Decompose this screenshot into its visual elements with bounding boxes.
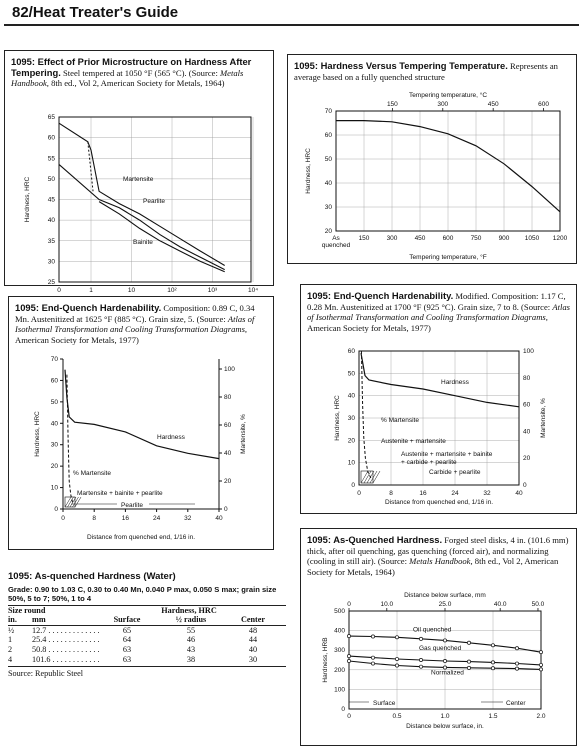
x-tick-label: 40 [515, 490, 523, 497]
data-point [371, 662, 374, 665]
x-tick-label: 1200 [552, 235, 568, 242]
y-tick-label: 500 [334, 608, 345, 615]
y-tick-label: 40 [347, 392, 355, 400]
y-tick-label: 20 [347, 437, 355, 445]
chart-as-quenched [301, 529, 578, 747]
top-tick-label: 600 [538, 101, 550, 108]
series-label: Normalized [431, 669, 464, 677]
top-axis-label: Tempering temperature, °C [408, 92, 488, 99]
y-tick-label: 300 [334, 647, 345, 655]
data-point [443, 659, 446, 662]
x-tick-label: 10² [167, 287, 177, 294]
top-tick-label: 40.0 [493, 601, 507, 608]
x-tick-label: 0 [61, 515, 65, 522]
series-label: Oil quenched [413, 626, 452, 634]
chart-end-quench-1 [9, 297, 275, 551]
y2-tick-label: 100 [523, 348, 534, 355]
y-tick-label: 0 [351, 482, 355, 489]
annotation: Martensite + bainite + pearlite [77, 490, 163, 497]
series-label: Hardness [157, 434, 185, 441]
series-line-martensite [67, 375, 73, 504]
table-row: 1 25.4 . . . . . . . . . . . . . 64 46 44 [8, 635, 258, 645]
series-line-hardness [65, 370, 219, 459]
x-tick-label: 1.5 [488, 713, 498, 720]
top-tick-label: 25.0 [438, 601, 452, 608]
y-tick-label: 25 [47, 279, 55, 286]
y-tick-label: 45 [47, 196, 55, 204]
page-title: 82/Heat Treater's Guide [12, 4, 179, 21]
y2-tick-label: 0 [523, 482, 527, 489]
table-title: 1095: As-quenched Hardness (Water) [8, 571, 176, 582]
top-tick-label: 150 [386, 101, 398, 108]
x-tick-label: 8 [92, 515, 97, 522]
x-tick-label: 750 [470, 235, 482, 242]
y-tick-label: 20 [50, 463, 58, 471]
annotation-2: + carbide + pearlite [401, 459, 457, 466]
y-tick-label: 50 [47, 175, 55, 183]
panel-end-quench-2 [300, 284, 577, 514]
y2-tick-label: 60 [224, 422, 232, 429]
chart-prior-microstructure [5, 51, 275, 294]
series-label: Gas quenched [419, 645, 462, 653]
data-point [419, 665, 422, 668]
x-tick-label: 10 [127, 287, 136, 294]
y-tick-label: 200 [334, 666, 345, 674]
x-axis-label: Distance from quenched end, 1/16 in. [384, 499, 494, 506]
caption-p1: 1095: Effect of Prior Microstructure on Hardness After Tempering. Steel tempered at 1050 °F (565 °C). (Source: Metals Handbook, 8th ed., Vol 2, American Society for Metals, 1964) [11, 56, 252, 88]
x-tick-label: 24 [152, 515, 161, 522]
y-tick-label: 60 [347, 348, 355, 355]
y2-tick-label: 60 [523, 401, 531, 409]
hatch-line [75, 497, 81, 507]
data-point [395, 657, 398, 660]
x-tick-label: 16 [419, 490, 427, 497]
y-tick-label: 60 [47, 134, 55, 142]
y2-tick-label: 80 [224, 394, 232, 401]
panel-tempering-temperature [287, 54, 577, 264]
y-tick-label: 400 [334, 627, 345, 635]
data-point [395, 636, 398, 639]
y-tick-label: 20 [324, 228, 332, 235]
data-point [419, 658, 422, 661]
data-point [539, 663, 542, 666]
x-tick-label: 40 [215, 515, 223, 522]
x-tick-label: 10⁴ [247, 287, 259, 294]
data-point [443, 639, 446, 642]
table-source: Source: Republic Steel [8, 666, 286, 679]
data-point [515, 647, 518, 650]
hatch-line [370, 471, 377, 483]
y-tick-label: 70 [324, 108, 332, 115]
chart-end-quench-2 [301, 285, 578, 515]
data-point [347, 654, 350, 657]
y-tick-label: 70 [50, 356, 58, 363]
x-axis-label: Distance below surface, in. [406, 723, 484, 730]
y-axis-label: Hardness, HRC [334, 395, 341, 441]
annotation: Center [506, 700, 526, 707]
series-label: % Martensite [73, 470, 111, 477]
y-tick-label: 40 [324, 180, 332, 187]
top-tick-label: 10.0 [380, 601, 394, 608]
series-label: Martensite [123, 176, 154, 183]
y-tick-label: 60 [50, 377, 58, 385]
top-tick-label: 50.0 [531, 601, 545, 608]
data-point [491, 661, 494, 664]
series-label: Pearlite [143, 198, 166, 205]
y-tick-label: 30 [50, 441, 58, 449]
x-tick-label: 0 [57, 287, 61, 294]
x-tick-label: 1050 [524, 235, 540, 242]
y-tick-label: 40 [50, 420, 58, 428]
y-tick-label: 50 [50, 398, 58, 406]
y2-tick-label: 100 [224, 366, 235, 373]
y-tick-label: 30 [347, 415, 355, 422]
y-tick-label: 55 [47, 155, 55, 163]
y-tick-label: 10 [347, 459, 355, 467]
x-tick-label: 0 [357, 490, 361, 497]
data-point [443, 666, 446, 669]
y-axis-label: Hardness, HRC [24, 176, 31, 223]
as-quenched-table [8, 572, 286, 679]
series-label: % Martensite [381, 417, 419, 424]
y-tick-label: 30 [324, 204, 332, 211]
x-tick-label: 32 [184, 515, 192, 522]
data-point [347, 659, 350, 662]
data-point [419, 637, 422, 640]
annotation: Pearlite [121, 502, 144, 509]
y-tick-label: 60 [324, 132, 332, 139]
data-point [395, 664, 398, 667]
hatch-line [73, 497, 79, 507]
top-tick-label: 450 [487, 101, 499, 108]
y2-tick-label: 20 [523, 455, 531, 463]
data-point [371, 656, 374, 659]
x-tick-label: 8 [389, 490, 393, 497]
caption-p3: 1095: End-Quench Hardenability. Composition: 0.89 C, 0.34 Mn. Austenitized at 1625 °F (885 °C). Grain size, 5. (Source: Atlas of Isothermal Transformation and Cooling Transformation Diagrams, American Society for Metals, 1977) [15, 302, 255, 345]
caption-p4: 1095: End-Quench Hardenability. Modified. Composition: 1.17 C, 0.28 Mn. Austenitized at 1700 °F (925 °C). Grain size, 7 to 8. (Source: Atlas of Isothermal Transformation and Cooling Transformation Diagrams, American Society for Metals, 1977) [307, 290, 570, 333]
chart-tempering-temperature [288, 55, 578, 265]
top-tick-label: 0 [347, 601, 351, 608]
y-tick-label: 100 [334, 686, 345, 694]
data-point [539, 651, 542, 654]
y2-tick-label: 20 [224, 478, 232, 485]
y-axis-label: Hardness, HRC [34, 411, 41, 457]
y-tick-label: 30 [47, 258, 55, 266]
caption-p2: 1095: Hardness Versus Tempering Temperature. Represents an average based on a fully quenched structure [294, 60, 558, 82]
page-header [4, 2, 579, 26]
y2-axis-label: Martensite, % [240, 414, 247, 454]
x-tick-label: 16 [121, 515, 130, 522]
series-label: Bainite [133, 239, 153, 246]
y-tick-label: 65 [47, 114, 55, 121]
x-tick-label: As [332, 235, 340, 242]
y-tick-label: 10 [50, 484, 58, 492]
x-tick-label: 10³ [207, 287, 218, 294]
data-point [491, 667, 494, 670]
y-tick-label: 50 [324, 156, 332, 163]
table-row: ½ 12.7 . . . . . . . . . . . . . 65 55 48 [8, 625, 258, 635]
x-tick-label: 0.5 [392, 713, 402, 720]
table-row: 2 50.8 . . . . . . . . . . . . . 63 43 40 [8, 644, 258, 654]
panel-as-quenched [300, 528, 577, 746]
series-label: Hardness [441, 379, 469, 386]
x-tick-label: 900 [498, 235, 510, 242]
data-point [515, 662, 518, 665]
x-axis-label: Tempering temperature, °F [409, 254, 487, 261]
panel-end-quench-1 [8, 296, 274, 550]
x-tick-label: 450 [414, 235, 426, 242]
data-point [371, 635, 374, 638]
table-header-2: in. mm Surface ½ radius Center [8, 615, 286, 626]
y-tick-label: 35 [47, 237, 55, 245]
y2-tick-label: 80 [523, 374, 531, 382]
y-tick-label: 0 [341, 706, 345, 713]
data-point [467, 666, 470, 669]
hatch-line [361, 471, 368, 483]
x-tick-label: 600 [442, 235, 454, 242]
y2-tick-label: 40 [523, 428, 531, 436]
hatch-line [65, 497, 71, 507]
x-tick-label: 2.0 [536, 713, 546, 720]
top-tick-label: 300 [437, 101, 449, 108]
y-axis-label: Hardness, HRC [305, 148, 312, 194]
series-line-martensite [361, 351, 371, 478]
table-row: 4 101.6 . . . . . . . . . . . . 63 38 30 [8, 654, 258, 664]
annotation: Surface [373, 700, 396, 707]
y-tick-label: 40 [47, 217, 55, 225]
y-axis-label: Hardness, HRB [322, 637, 329, 683]
data-point [515, 667, 518, 670]
series-line-hardness [361, 353, 519, 407]
y2-axis-label: Martensite, % [540, 398, 547, 438]
x-tick-label: 0 [347, 713, 351, 720]
x-tick-label: 1.0 [440, 713, 450, 720]
x-tick-label: 24 [451, 490, 459, 497]
x-tick-label: 1 [89, 287, 93, 294]
top-axis-label: Distance below surface, mm [404, 592, 486, 599]
annotation: Austenite + martensite [381, 438, 446, 445]
caption-p5: 1095: As-Quenched Hardness. Forged steel disks, 4 in. (101.6 mm) thick, after oil quenching, gas quenching (forced air), and normalizing (cooling in still air). (Source: Metals Handbook, 8th ed., Vol 2, American Society for Metals, 1964) [307, 534, 569, 577]
y2-tick-label: 40 [224, 450, 232, 457]
data-point [539, 668, 542, 671]
x-tick-label: 32 [483, 490, 491, 497]
x-tick-label: 300 [386, 235, 398, 242]
data-point [491, 644, 494, 647]
panel-prior-microstructure [4, 50, 274, 294]
y-tick-label: 0 [54, 506, 58, 513]
x-tick-label-2: quenched [321, 242, 351, 249]
hatch-line [373, 471, 380, 483]
table-grade: Grade: 0.90 to 1.03 C, 0.30 to 0.40 Mn, 0.040 P max, 0.050 S max; grain size 50%, 5 to 7; 50%, 1 to 4 [8, 585, 286, 606]
y-tick-label: 50 [347, 370, 355, 378]
annotation: Austenite + martensite + bainite [401, 451, 493, 458]
x-tick-label: 150 [358, 235, 370, 242]
data-point [467, 641, 470, 644]
x-axis-label: Distance from quenched end, 1/16 in. [86, 534, 196, 541]
data-point [467, 660, 470, 663]
table-header-1: Size round Hardness, HRC [8, 605, 217, 615]
y2-tick-label: 0 [224, 506, 228, 513]
data-point [347, 634, 350, 637]
annotation: Carbide + pearlite [429, 469, 481, 476]
